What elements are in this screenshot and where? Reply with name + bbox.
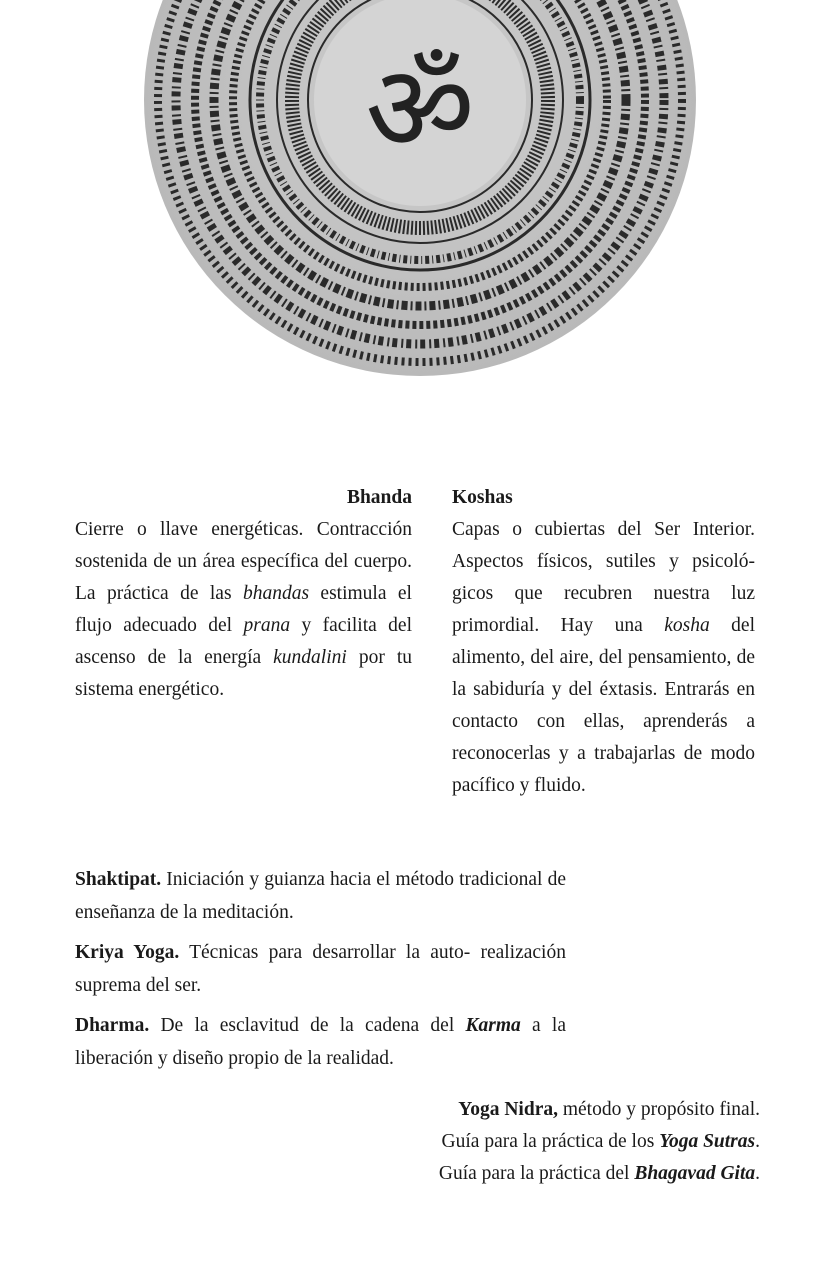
koshas-description: Capas o cubiertas del Ser Interior. Aspectos físicos, sutiles y psicoló- gicos que recubren nuestra luz primordial. Hay una kosha del alimento, del aire, del pensamiento, de la sabiduría y del éxtasis. Entrarás en contacto con ellas, aprenderás a reconocerlas y a trabajarlas de modo pacífico y fluido. — [452, 519, 755, 796]
closing-block — [439, 1094, 760, 1190]
closing-line-bhagavad-gita: Guía para la práctica del Bhagavad Gita. — [438, 1163, 760, 1184]
om-mandala-icon — [140, 0, 700, 380]
closing-line-yoga-nidra: Yoga Nidra, método y propósito final. — [458, 1099, 760, 1120]
koshas-title: Koshas — [452, 487, 513, 508]
closing-line-yoga-sutras: Guía para la práctica de los Yoga Sutras. — [441, 1131, 760, 1152]
bhanda-description: Cierre o llave energéticas. Contracción sostenida de un área específica del cuerpo. La práctica de las bhandas estimula el flujo adecuado del prana y facilita del ascenso de la energía kundalini por tu sistema energético. — [75, 519, 412, 700]
bhanda-title: Bhanda — [346, 487, 412, 508]
definition-shaktipat: Shaktipat. Iniciación y guianza hacia el método tradicional de enseñanza de la meditación. — [75, 869, 566, 923]
koshas-section — [452, 482, 755, 802]
definitions-list — [75, 863, 566, 1075]
definition-kriya-yoga: Kriya Yoga. Técnicas para desarrollar la auto- realización suprema del ser. — [75, 942, 566, 996]
bhanda-section — [75, 482, 412, 706]
om-symbol: ॐ — [365, 40, 475, 179]
definition-dharma: Dharma. De la esclavitud de la cadena del Karma a la liberación y diseño propio de la realidad. — [75, 1015, 566, 1069]
